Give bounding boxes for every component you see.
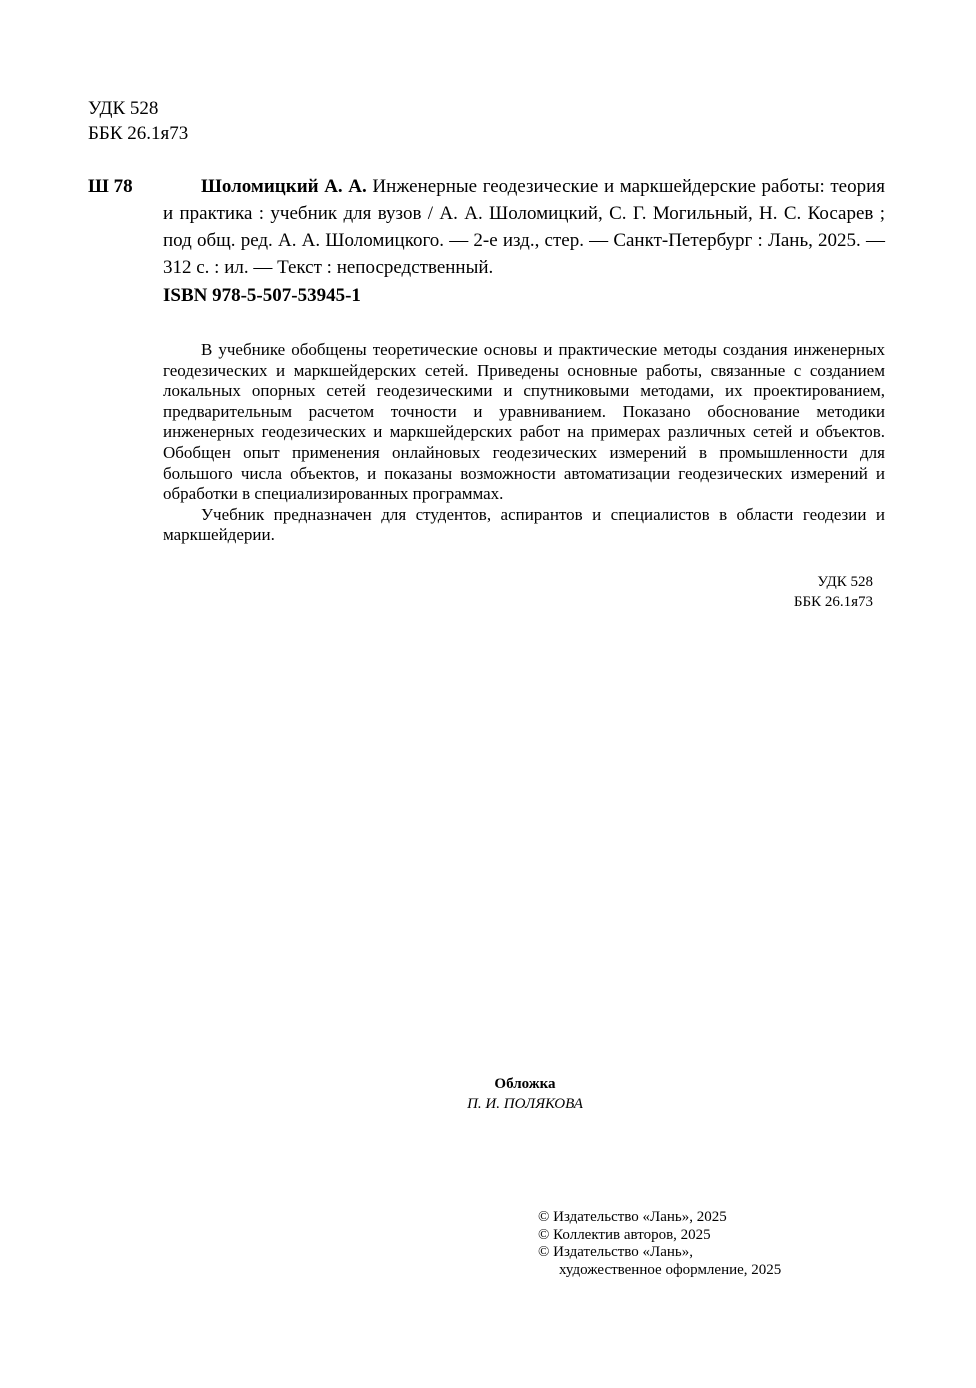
record-description: Инженерные геодезические и маркшейдерские работы: теория и практика : учебник для вузов / А. А. Шоломицкий, С. Г. Могильный, Н. С. Косарев ; под общ. ред. А. А. Шоломицкого. — 2-е изд., стер. — Санкт-Петербург : Лань, 2025. — 312 с. : ил. — Текст : непосредственный. xyxy=(163,176,885,278)
copyright-line: © Коллектив авторов, 2025 xyxy=(538,1226,711,1243)
record-author: Шоломицкий А. А. xyxy=(201,176,367,197)
annotation-paragraph: Учебник предназначен для студентов, аспирантов и специалистов в области геодезии и маркшейдерии. xyxy=(163,504,885,545)
udk-bbk-repeat xyxy=(760,572,873,612)
bibliographic-record xyxy=(163,173,885,281)
udk-code: УДК 528 xyxy=(817,574,873,590)
copyright-line: художественное оформление, 2025 xyxy=(559,1261,782,1278)
cover-credit-name: П. И. ПОЛЯКОВА xyxy=(467,1096,583,1112)
copyright-block xyxy=(538,1209,781,1279)
cover-credit-label: Обложка xyxy=(494,1076,556,1092)
annotation-paragraph: В учебнике обобщены теоретические основы и практические методы создания инженерных геодезических и маркшейдерских сетей. Приведены основные работы, связанные с созданием локальных опорных сетей геодезическими и спутниковыми методами, их проектированием, предварительным расчетом точности и уравниванием. Показано обоснование методики инженерных геодезических и маркшейдерских работ на примерах различных сетей и объектов. Обобщен опыт применения онлайновых геодезических измерений в промышленности для большого числа объектов, и показаны возможности автоматизации геодезических измерений и обработки в специализированных программах. xyxy=(163,340,885,504)
copyright-line: © Издательство «Лань», xyxy=(538,1244,693,1260)
author-mark: Ш 78 xyxy=(88,176,133,197)
bbk-code: ББК 26.1я73 xyxy=(793,594,873,610)
annotation xyxy=(163,340,885,546)
cover-credit xyxy=(400,1074,650,1114)
copyright-line: © Издательство «Лань», 2025 xyxy=(538,1209,727,1225)
bbk-code: ББК 26.1я73 xyxy=(88,123,189,144)
udk-code: УДК 528 xyxy=(88,98,159,119)
isbn: ISBN 978-5-507-53945-1 xyxy=(163,285,361,306)
udk-bbk-header xyxy=(88,96,188,146)
